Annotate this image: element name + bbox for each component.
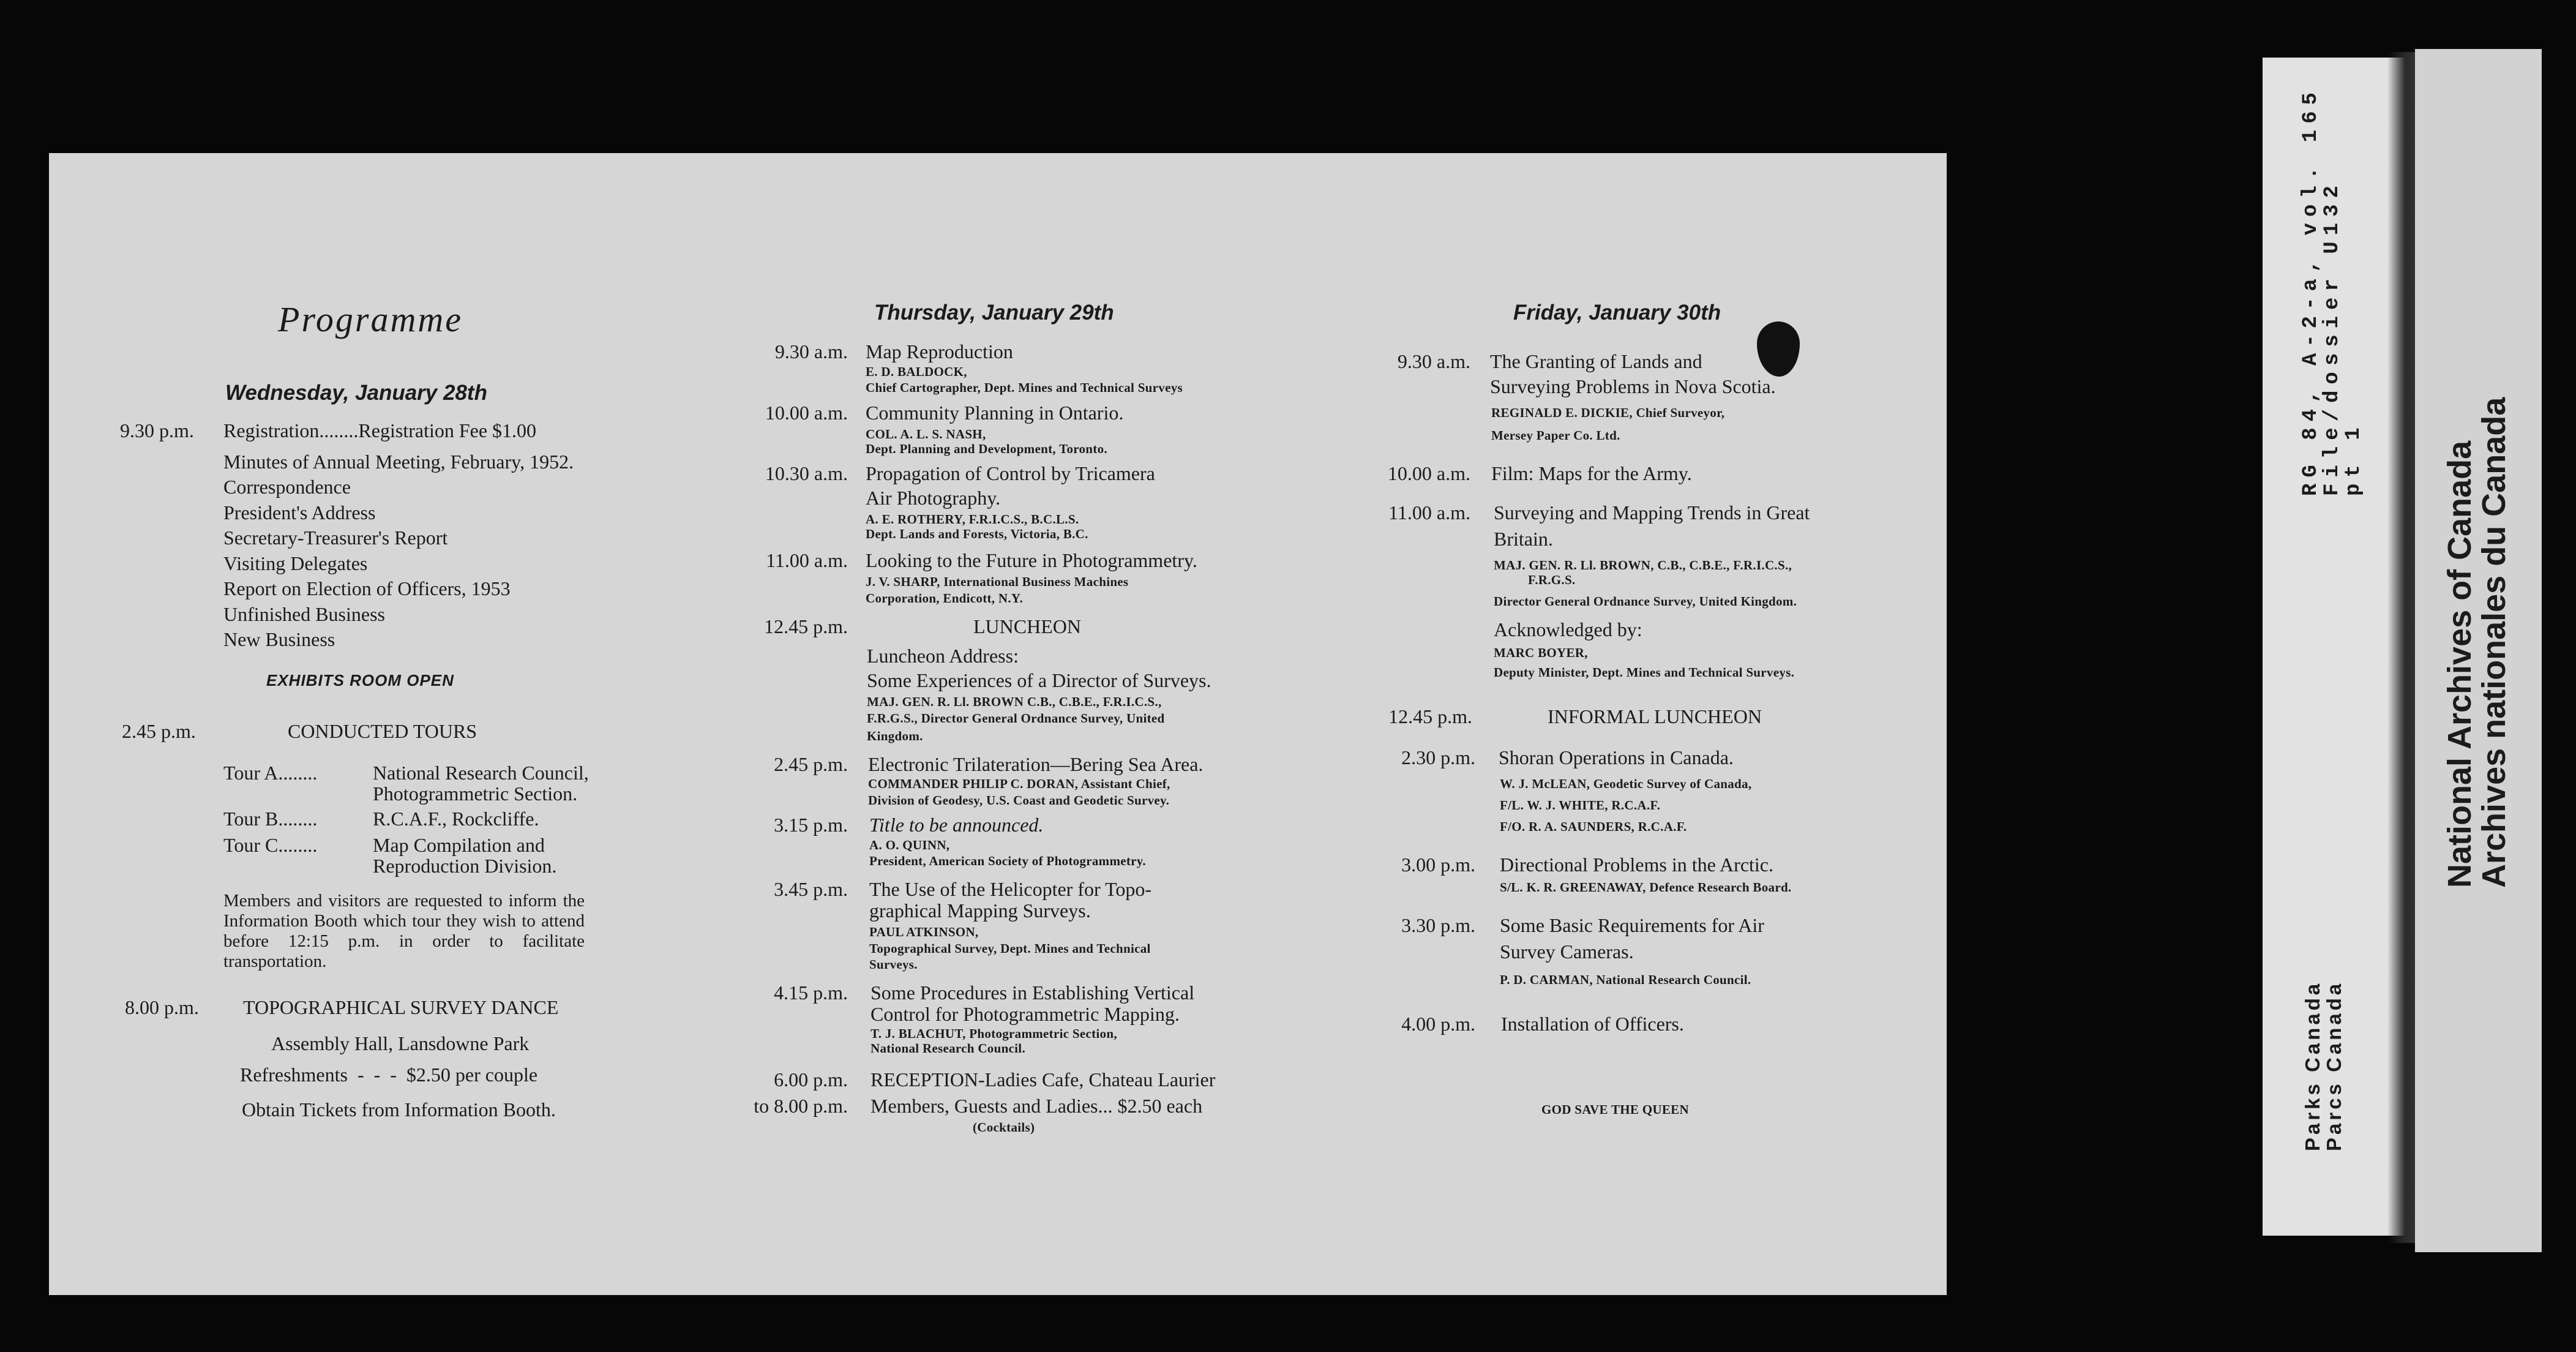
speaker-name: REGINALD E. DICKIE, Chief Surveyor, bbox=[1491, 405, 1725, 420]
tour-destination: Map Compilation and bbox=[373, 834, 545, 856]
speaker-affiliation: Division of Geodesy, U.S. Coast and Geodetic Survey. bbox=[868, 793, 1170, 808]
time-label: 3.15 p.m. bbox=[774, 814, 848, 836]
strip-shadow bbox=[2387, 52, 2417, 1243]
speaker-name: F.R.G.S. bbox=[1528, 573, 1576, 587]
archive-name-line: National Archives of Canada bbox=[2441, 440, 2478, 888]
tour-label: Tour B........ bbox=[223, 808, 318, 830]
wednesday-heading: Wednesday, January 28th bbox=[225, 381, 487, 405]
tour-destination: Photogrammetric Section. bbox=[373, 783, 578, 805]
session-title: Installation of Officers. bbox=[1501, 1013, 1684, 1035]
speaker-name: E. D. BALDOCK, bbox=[866, 364, 967, 379]
tour-destination: Reproduction Division. bbox=[373, 855, 557, 877]
speaker-name: MAJ. GEN. R. Ll. BROWN C.B., C.B.E., F.R.I.C.S., bbox=[867, 694, 1162, 709]
luncheon-heading: INFORMAL LUNCHEON bbox=[1548, 705, 1762, 727]
speaker-affiliation: Dept. Lands and Forests, Victoria, B.C. bbox=[866, 527, 1088, 541]
reference-line: File/dossier U132 bbox=[2321, 179, 2344, 496]
agenda-item: Report on Election of Officers, 1953 bbox=[223, 577, 511, 599]
session-title: Some Procedures in Establishing Vertical bbox=[871, 982, 1195, 1004]
time-label: 2.45 p.m. bbox=[122, 720, 196, 742]
session-title: Some Experiences of a Director of Surveys. bbox=[867, 669, 1211, 691]
speaker-name: J. V. SHARP, International Business Machines bbox=[866, 574, 1129, 589]
thursday-heading: Thursday, January 29th bbox=[874, 301, 1114, 325]
archive-name bbox=[2443, 361, 2511, 888]
time-label: to 8.00 p.m. bbox=[754, 1095, 848, 1117]
tour-destination: R.C.A.F., Rockcliffe. bbox=[373, 808, 539, 830]
session-title: Electronic Trilateration—Bering Sea Area. bbox=[868, 753, 1204, 775]
dance-venue: Assembly Hall, Lansdowne Park bbox=[271, 1032, 530, 1054]
agenda-item: Unfinished Business bbox=[223, 603, 385, 625]
time-label: 12.45 p.m. bbox=[764, 615, 848, 637]
agenda-item: Correspondence bbox=[223, 476, 351, 498]
agenda-item: Minutes of Annual Meeting, February, 1952. bbox=[223, 451, 574, 473]
session-title: Some Basic Requirements for Air bbox=[1500, 914, 1764, 936]
speaker-affiliation: Kingdom. bbox=[867, 729, 923, 743]
closing-line: GOD SAVE THE QUEEN bbox=[1541, 1102, 1689, 1117]
speaker-name: W. J. McLEAN, Geodetic Survey of Canada, bbox=[1500, 776, 1752, 791]
session-title: The Use of the Helicopter for Topo- bbox=[869, 878, 1152, 900]
tours-note: Members and visitors are requested to inform the Information Booth which tour they wish to attend before 12:15 p.m. in order to facilitate transportation. bbox=[223, 891, 585, 971]
session-title: Control for Photogrammetric Mapping. bbox=[871, 1003, 1180, 1025]
speaker-name: A. O. QUINN, bbox=[869, 838, 950, 852]
time-label: 3.30 p.m. bbox=[1401, 914, 1475, 936]
speaker-affiliation: Corporation, Endicott, N.Y. bbox=[866, 591, 1024, 606]
agency-line: Parks Canada bbox=[2301, 980, 2324, 1151]
time-label: 2.30 p.m. bbox=[1401, 746, 1475, 768]
archive-name-line: Archives nationales du Canada bbox=[2476, 397, 2512, 888]
speaker-name: F/L. W. J. WHITE, R.C.A.F. bbox=[1500, 798, 1661, 813]
agenda-item: Visiting Delegates bbox=[223, 552, 368, 574]
session-title: Community Planning in Ontario. bbox=[866, 402, 1124, 424]
speaker-affiliation: Director General Ordnance Survey, United Kingdom. bbox=[1494, 594, 1797, 609]
time-label: 10.30 a.m. bbox=[765, 462, 848, 484]
speaker-affiliation: Chief Cartographer, Dept. Mines and Technical Surveys bbox=[866, 380, 1183, 395]
speaker-affiliation: F.R.G.S., Director General Ordnance Survey, United bbox=[867, 711, 1165, 726]
session-title: Survey Cameras. bbox=[1500, 941, 1634, 963]
dance-heading: TOPOGRAPHICAL SURVEY DANCE bbox=[243, 996, 559, 1018]
time-label: 4.00 p.m. bbox=[1401, 1013, 1475, 1035]
session-title: Film: Maps for the Army. bbox=[1491, 462, 1692, 484]
reception-note: (Cocktails) bbox=[973, 1120, 1035, 1135]
reception-price: Members, Guests and Ladies... $2.50 each bbox=[871, 1095, 1203, 1117]
speaker-name: F/O. R. A. SAUNDERS, R.C.A.F. bbox=[1500, 819, 1687, 834]
time-label: 12.45 p.m. bbox=[1388, 705, 1472, 727]
dance-price: Refreshments - - - $2.50 per couple bbox=[240, 1064, 538, 1086]
session-title: Shoran Operations in Canada. bbox=[1499, 746, 1734, 768]
speaker-name: A. E. ROTHERY, F.R.I.C.S., B.C.L.S. bbox=[866, 512, 1079, 527]
speaker-name: P. D. CARMAN, National Research Council. bbox=[1500, 972, 1751, 987]
reference-line: RG 84, A-2-a, vol. 165 bbox=[2299, 86, 2323, 496]
session-title: The Granting of Lands and bbox=[1490, 350, 1702, 372]
tour-label: Tour A........ bbox=[223, 762, 318, 784]
time-label: 10.00 a.m. bbox=[765, 402, 848, 424]
time-label: 8.00 p.m. bbox=[125, 996, 199, 1018]
agenda-item: New Business bbox=[223, 628, 335, 650]
session-title: Title to be announced. bbox=[869, 814, 1044, 836]
speaker-affiliation: Surveys. bbox=[869, 957, 918, 972]
tour-destination: National Research Council, bbox=[373, 762, 589, 784]
session-title: Air Photography. bbox=[866, 487, 1001, 509]
speaker-affiliation: President, American Society of Photogrammetry. bbox=[869, 854, 1146, 868]
session-title: graphical Mapping Surveys. bbox=[869, 899, 1091, 922]
agenda-item: President's Address bbox=[223, 501, 376, 524]
agency-line: Parcs Canada bbox=[2323, 980, 2345, 1151]
agenda-item: Secretary-Treasurer's Report bbox=[223, 527, 448, 549]
reception-title: RECEPTION-Ladies Cafe, Chateau Laurier bbox=[871, 1068, 1216, 1091]
time-label: 9.30 p.m. bbox=[120, 419, 194, 441]
tour-label: Tour C........ bbox=[223, 834, 318, 856]
speaker-affiliation: Topographical Survey, Dept. Mines and Technical bbox=[869, 941, 1151, 956]
speaker-name: S/L. K. R. GREENAWAY, Defence Research Board. bbox=[1500, 880, 1792, 895]
speaker-name: MAJ. GEN. R. Ll. BROWN, C.B., C.B.E., F.R.I.C.S., bbox=[1494, 558, 1792, 573]
tours-heading: CONDUCTED TOURS bbox=[288, 720, 477, 742]
session-title: Directional Problems in the Arctic. bbox=[1500, 854, 1773, 876]
speaker-affiliation: Mersey Paper Co. Ltd. bbox=[1491, 428, 1620, 443]
luncheon-heading: LUNCHEON bbox=[973, 615, 1081, 637]
agency-label bbox=[2302, 918, 2345, 1151]
reference-line: pt 1 bbox=[2342, 421, 2365, 496]
speaker-affiliation: Deputy Minister, Dept. Mines and Technical Surveys. bbox=[1494, 665, 1795, 680]
session-title: Britain. bbox=[1494, 528, 1553, 550]
session-title: Luncheon Address: bbox=[867, 645, 1019, 667]
speaker-name: MARC BOYER, bbox=[1494, 645, 1588, 660]
speaker-name: T. J. BLACHUT, Photogrammetric Section, bbox=[871, 1026, 1117, 1041]
time-label: 3.00 p.m. bbox=[1401, 854, 1475, 876]
speaker-affiliation: Dept. Planning and Development, Toronto. bbox=[866, 441, 1107, 456]
time-label: 11.00 a.m. bbox=[1388, 501, 1470, 524]
speaker-affiliation: National Research Council. bbox=[871, 1041, 1025, 1056]
time-label: 6.00 p.m. bbox=[774, 1068, 848, 1091]
time-label: 4.15 p.m. bbox=[774, 982, 848, 1004]
acknowledgement-label: Acknowledged by: bbox=[1494, 618, 1642, 640]
speaker-name: COMMANDER PHILIP C. DORAN, Assistant Chief, bbox=[868, 776, 1170, 791]
programme-title: Programme bbox=[278, 299, 463, 339]
session-title: Looking to the Future in Photogrammetry. bbox=[866, 549, 1197, 571]
session-title: Surveying and Mapping Trends in Great bbox=[1494, 501, 1810, 524]
time-label: 10.00 a.m. bbox=[1387, 462, 1470, 484]
speaker-name: COL. A. L. S. NASH, bbox=[866, 427, 986, 441]
session-title: Propagation of Control by Tricamera bbox=[866, 462, 1155, 484]
time-label: 3.45 p.m. bbox=[774, 878, 848, 900]
time-label: 2.45 p.m. bbox=[774, 753, 848, 775]
archive-reference bbox=[2301, 67, 2365, 496]
session-title: Map Reproduction bbox=[866, 340, 1013, 362]
agenda-item: Registration........Registration Fee $1.00 bbox=[223, 419, 537, 441]
exhibits-notice: EXHIBITS ROOM OPEN bbox=[266, 671, 454, 689]
time-label: 9.30 a.m. bbox=[774, 340, 848, 362]
dance-tickets: Obtain Tickets from Information Booth. bbox=[242, 1098, 556, 1121]
speaker-name: PAUL ATKINSON, bbox=[869, 925, 979, 939]
time-label: 9.30 a.m. bbox=[1397, 350, 1470, 372]
time-label: 11.00 a.m. bbox=[766, 549, 848, 571]
friday-heading: Friday, January 30th bbox=[1513, 301, 1721, 325]
session-title: Surveying Problems in Nova Scotia. bbox=[1490, 375, 1776, 397]
